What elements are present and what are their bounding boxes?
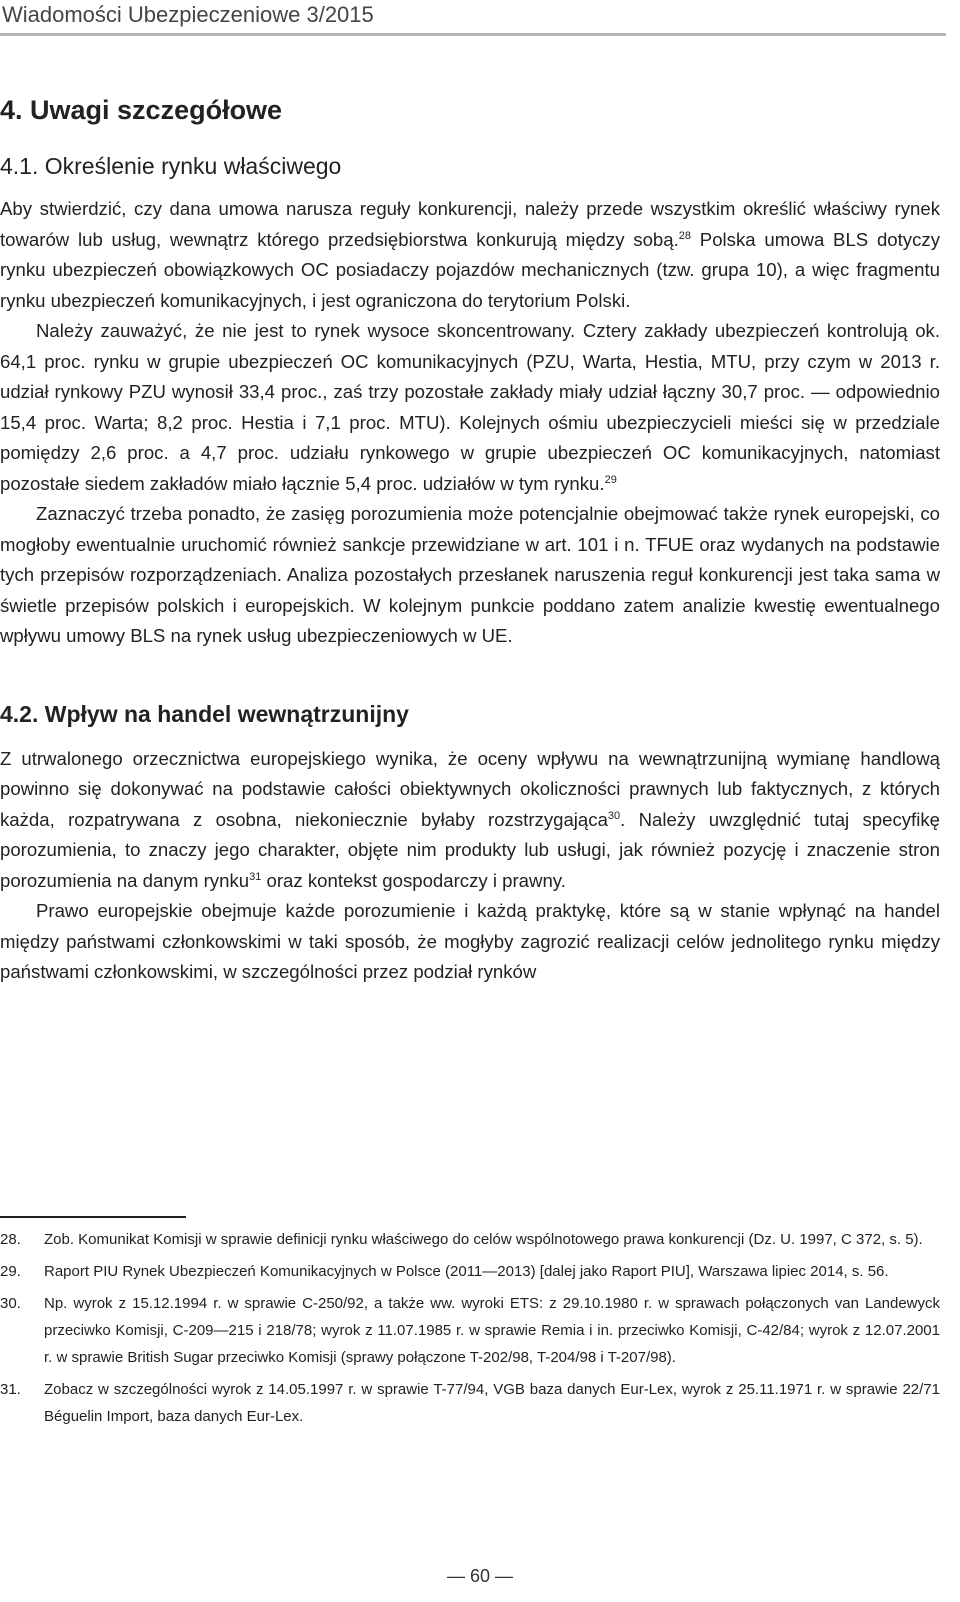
- footnote-ref-31[interactable]: 31: [249, 870, 262, 883]
- page-number: — 60 —: [446, 1566, 514, 1586]
- footnote-ref-29[interactable]: 29: [604, 473, 617, 486]
- footnote-29: [0, 1258, 940, 1285]
- spacer: [0, 186, 940, 194]
- footnote-28: [0, 1226, 940, 1253]
- footnote-text: Zobacz w szczególności wyrok z 14.05.1997 r. w sprawie T-77/94, VGB baza danych Eur-Lex, wyrok z 25.11.1971 r. w sprawie 22/71 Béguelin Import, baza danych Eur-Lex.: [44, 1381, 940, 1425]
- paragraph-4-1-2: [0, 316, 940, 499]
- footnote-number: 30.: [0, 1295, 21, 1312]
- subsection-heading-4-2: 4.2. Wpływ na handel wewnątrzunijny: [0, 700, 409, 727]
- paragraph-4-1-1: [0, 194, 940, 316]
- section-heading: 4. Uwagi szczegółowe: [0, 95, 283, 125]
- paragraph-text: Aby stwierdzić, czy dana umowa narusza reguły konkurencji, należy przede wszystkim określić właściwy rynek towarów lub usług, wewnątrz którego przedsiębiorstwa konkurują między sobą.: [0, 198, 940, 250]
- paragraph-4-1-3: Zaznaczyć trzeba ponadto, że zasięg porozumienia może potencjalnie obejmować także rynek europejski, co mogłoby ewentualnie uruchomić również sankcje przewidziane w art. 101 i n. TFUE oraz wydanych na podstawie tych przepisów rozporządzeniach. Analiza pozostałych przesłanek naruszenia reguł konkurencji jest taka sama w świetle przepisów polskich i europejskich. W kolejnym punkcie poddano zatem analizie kwestię ewentualnego wpływu umowy BLS na rynek usług ubezpieczeniowych w UE.: [0, 503, 940, 646]
- footnote-ref-28[interactable]: 28: [678, 229, 692, 242]
- footnote-31: [0, 1376, 940, 1430]
- paragraph-4-2-1: [0, 744, 940, 897]
- paragraph-text: oraz kontekst gospodarczy i prawny.: [261, 869, 566, 891]
- footnote-text: Np. wyrok z 15.12.1994 r. w sprawie C-250/92, a także ww. wyroki ETS: z 29.10.1980 r. w sprawach połączonych van Landewyck przeciwko Komisji, C-209—215 i 218/78; wyrok z 11.07.1985 r. w sprawie Remia i in. przeciwko Komisji, C-42/84; wyrok z 12.07.2001 r. w sprawie British Sugar przeciwko Komisji (sprawy połączone T-202/98, T-204/98 i T-207/98).: [44, 1295, 940, 1366]
- header-divider: [0, 33, 946, 36]
- footnote-number: 29.: [0, 1263, 21, 1280]
- spacer: [0, 132, 940, 146]
- footnote-text: Zob. Komunikat Komisji w sprawie definicji rynku właściwego do celów wspólnotowego prawa konkurencji (Dz. U. 1997, C 372, s. 5).: [44, 1231, 923, 1248]
- paragraph-text: . Należy uwzględnić tutaj specyfikę porozumienia, to znaczy jego charakter, objęte nim produkty lub usługi, jak również pozycję i znaczenie stron porozumienia na danym rynku: [0, 808, 940, 891]
- footnote-number: 28.: [0, 1231, 21, 1248]
- paragraph-text: Należy zauważyć, że nie jest to rynek wysoce skoncentrowany. Cztery zakłady ubezpieczeń kontrolują ok. 64,1 proc. rynku w grupie ubezpieczeń OC komunikacyjnych (PZU, Warta, Hestia, MTU, przy czym w 2013 r. udział rynkowy PZU wynosił 33,4 proc., zaś trzy pozostałe zakłady miały udział łączny 30,7 proc. — odpowiednio 15,4 proc. Warta; 8,2 proc. Hestia i 7,1 proc. MTU). Kolejnych ośmiu ubezpieczycieli mieści się w przedziale pomiędzy 2,6 proc. a 4,7 proc. udziału rynkowego w grupie ubezpieczeń OC komunikacyjnych, natomiast pozostałe siedem zakładów miało łącznie 5,4 proc. udziałów w tym rynku.: [0, 320, 940, 494]
- footnotes: [0, 1226, 940, 1435]
- subsection-heading-4-1: 4.1. Określenie rynku właściwego: [0, 153, 342, 179]
- footnote-text: Raport PIU Rynek Ubezpieczeń Komunikacyjnych w Polsce (2011—2013) [dalej jako Raport PIU], Warszawa lipiec 2014, s. 56.: [44, 1263, 889, 1280]
- footnote-number: 31.: [0, 1381, 21, 1398]
- footnote-ref-30[interactable]: 30: [607, 809, 621, 822]
- page-content: [0, 88, 940, 988]
- spacer: [0, 734, 940, 744]
- paragraph-text: Polska umowa BLS dotyczy rynku ubezpieczeń obowiązkowych OC posiadaczy pojazdów mechanicznych (tzw. grupa 10), a więc fragmentu rynku ubezpieczeń komunikacyjnych, i jest ograniczona do terytorium Polski.: [0, 228, 940, 311]
- paragraph-4-2-2: Prawo europejskie obejmuje każde porozumienie i każdą praktykę, które są w stanie wpłynąć na handel między państwami członkowskimi w taki sposób, że mogłyby zagrozić realizacji celów jednolitego rynku między państwami członkowskimi, w szczególności przez podział rynków: [0, 900, 940, 982]
- footnote-30: [0, 1290, 940, 1371]
- footnote-divider: [0, 1216, 186, 1218]
- running-header: [0, 0, 960, 30]
- running-header-title: Wiadomości Ubezpieczeniowe 3/2015: [2, 2, 374, 27]
- spacer: [0, 652, 940, 694]
- paragraph-text: Z utrwalonego orzecznictwa europejskiego wynika, że oceny wpływu na wewnątrzunijną wymianę handlową powinno się dokonywać na podstawie całości obiektywnych okoliczności prawnych lub faktycznych, z których każda, rozpatrywana z osobna, niekoniecznie byłaby rozstrzygająca: [0, 747, 940, 830]
